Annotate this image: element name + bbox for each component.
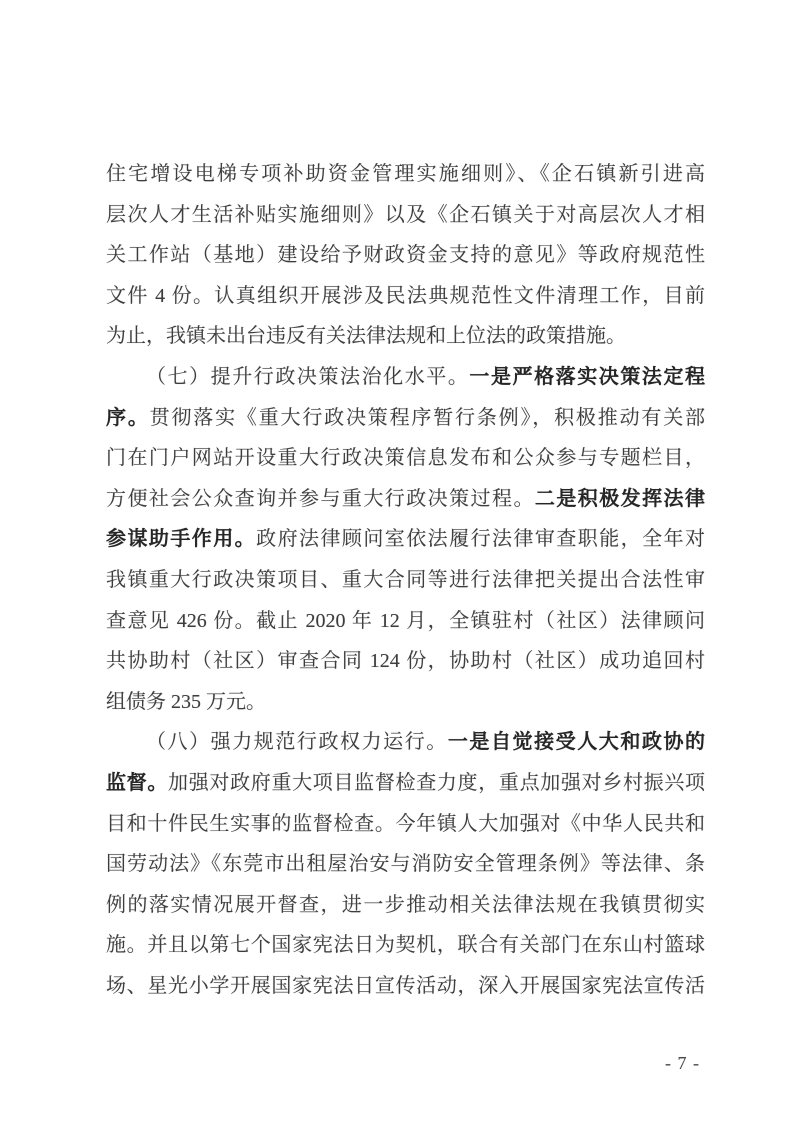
paragraph bbox=[106, 722, 705, 1006]
bold-text-segment: 序。 bbox=[106, 406, 150, 429]
text-segment: 例的落实情况展开督查，进一步推动相关法律法规在我镇贯彻实 bbox=[106, 893, 705, 916]
text-line bbox=[106, 844, 705, 885]
text-line bbox=[106, 276, 705, 317]
text-segment: 查意见 426 份。截止 2020 年 12 月，全镇驻村（社区）法律顾问 bbox=[106, 609, 705, 632]
text-segment: （八）强力规范行政权力运行。 bbox=[146, 731, 448, 754]
text-line bbox=[106, 722, 705, 763]
page-number: - 7 - bbox=[665, 1053, 700, 1073]
text-line bbox=[106, 682, 705, 723]
text-segment: 层次人才生活补贴实施细则》以及《企石镇关于对高层次人才相 bbox=[106, 203, 705, 226]
text-line bbox=[106, 316, 705, 357]
text-segment: 政府法律顾问室依法履行法律审查职能，全年对 bbox=[256, 528, 705, 551]
text-line bbox=[106, 154, 705, 195]
bold-text-segment: 一是自觉接受人大和政协的 bbox=[447, 731, 705, 754]
text-segment: 门在门户网站开设重大行政决策信息发布和公众参与专题栏目， bbox=[106, 447, 705, 470]
text-line bbox=[106, 479, 705, 520]
text-segment: （七）提升行政决策法治化水平。 bbox=[146, 365, 470, 388]
text-segment: 加强对政府重大项目监督检查力度，重点加强对乡村振兴项 bbox=[168, 771, 705, 794]
text-segment: 为止，我镇未出台违反有关法律法规和上位法的政策措施。 bbox=[106, 325, 626, 348]
text-line bbox=[106, 763, 705, 804]
text-segment: 场、星光小学开展国家宪法日宣传活动，深入开展国家宪法宣传活 bbox=[106, 974, 705, 997]
text-segment: 关工作站（基地）建设给予财政资金支持的意见》等政府规范性 bbox=[106, 244, 705, 267]
text-line bbox=[106, 235, 705, 276]
text-line bbox=[106, 601, 705, 642]
text-line bbox=[106, 357, 705, 398]
text-line bbox=[106, 560, 705, 601]
text-line bbox=[106, 195, 705, 236]
bold-text-segment: 二是积极发挥法律 bbox=[534, 487, 705, 510]
text-line bbox=[106, 925, 705, 966]
text-line bbox=[106, 804, 705, 845]
text-line bbox=[106, 398, 705, 439]
bold-text-segment: 监督。 bbox=[106, 771, 169, 794]
text-line bbox=[106, 885, 705, 926]
text-segment: 文件 4 份。认真组织开展涉及民法典规范性文件清理工作，目前 bbox=[106, 284, 705, 307]
text-segment: 贯彻落实《重大行政决策程序暂行条例》，积极推动有关部 bbox=[149, 406, 705, 429]
text-line bbox=[106, 641, 705, 682]
text-segment: 目和十件民生实事的监督检查。今年镇人大加强对《中华人民共和 bbox=[106, 812, 705, 835]
text-segment: 组债务 235 万元。 bbox=[106, 690, 266, 713]
text-line bbox=[106, 966, 705, 1007]
text-line bbox=[106, 438, 705, 479]
text-segment: 我镇重大行政决策项目、重大合同等进行法律把关提出合法性审 bbox=[106, 568, 705, 591]
paragraph bbox=[106, 154, 705, 357]
text-segment: 施。并且以第七个国家宪法日为契机，联合有关部门在东山村篮球 bbox=[106, 934, 705, 957]
text-segment: 方便社会公众查询并参与重大行政决策过程。 bbox=[106, 487, 535, 510]
document-body bbox=[106, 154, 705, 1006]
bold-text-segment: 参谋助手作用。 bbox=[106, 528, 257, 551]
text-segment: 共协助村（社区）审查合同 124 份，协助村（社区）成功追回村 bbox=[106, 650, 705, 673]
text-line bbox=[106, 519, 705, 560]
text-segment: 国劳动法》《东莞市出租屋治安与消防安全管理条例》等法律、条 bbox=[106, 853, 705, 876]
bold-text-segment: 一是严格落实决策法定程 bbox=[469, 365, 705, 388]
text-segment: 住宅增设电梯专项补助资金管理实施细则》、《企石镇新引进高 bbox=[106, 163, 705, 185]
paragraph bbox=[106, 357, 705, 722]
